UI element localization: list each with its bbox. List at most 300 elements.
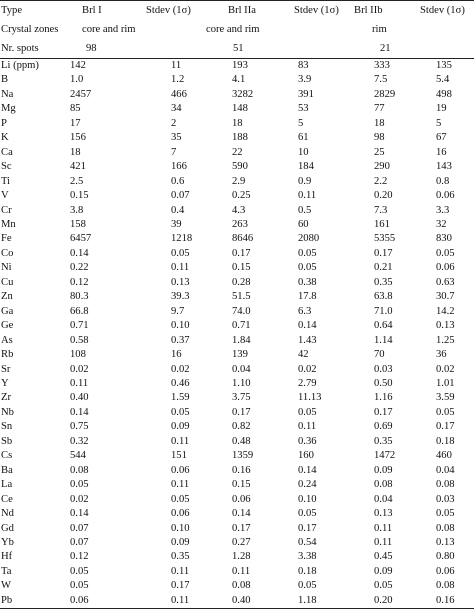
stdev3-value: 1.25 — [436, 334, 455, 346]
brl1-value: 0.02 — [70, 493, 89, 505]
stdev1-value: 0.09 — [171, 421, 190, 433]
stdev1-value: 9.7 — [171, 305, 185, 317]
stdev3-value: 1.01 — [436, 377, 455, 389]
brl2a-value: 22 — [232, 146, 243, 158]
table-row — [0, 305, 474, 319]
brl1-value: 0.07 — [70, 522, 89, 534]
table-row — [0, 363, 474, 377]
element-label: Ce — [1, 493, 13, 505]
spots-label: Nr. spots — [0, 39, 60, 59]
stdev1-value: 151 — [171, 450, 187, 462]
table-row — [0, 59, 474, 74]
brl2b-value: 0.04 — [374, 493, 393, 505]
brl2b-value: 0.09 — [374, 565, 393, 577]
stdev3-value: 0.05 — [436, 508, 455, 520]
element-label: B — [1, 74, 9, 86]
stdev1-value: 0.35 — [171, 551, 190, 563]
element-label: Rb — [1, 349, 14, 361]
stdev2-value: 160 — [298, 450, 314, 462]
brl2a-value: 0.15 — [232, 262, 251, 274]
table-row — [0, 377, 474, 391]
brl1-value: 0.12 — [70, 551, 89, 563]
stdev2-value: 6.3 — [298, 305, 312, 317]
stdev1-value: 466 — [171, 88, 187, 100]
stdev2-value: 0.05 — [298, 247, 317, 259]
stdev3-value: 5 — [436, 117, 442, 129]
element-label: Gd — [1, 522, 14, 534]
type-label: Type — [0, 1, 60, 21]
element-label: Nb — [1, 406, 14, 418]
stdev2-value: 61 — [298, 132, 309, 144]
stdev2-heading: Stdev (1σ) — [282, 1, 344, 21]
brl2a-value: 3282 — [232, 88, 254, 100]
brl2a-value: 1359 — [232, 450, 254, 462]
brl1-value: 544 — [70, 450, 86, 462]
stdev2-value: 1.18 — [282, 594, 344, 609]
stdev3-value: 0.08 — [436, 580, 455, 592]
stdev3-value: 3.3 — [436, 204, 450, 216]
stdev1-value: 0.06 — [171, 464, 190, 476]
brl2a-value: 193 — [232, 60, 248, 71]
stdev3-value: 143 — [436, 161, 452, 173]
brl1-value: 156 — [70, 132, 86, 144]
element-label: W — [1, 580, 11, 592]
brl2a-value: 148 — [232, 103, 248, 115]
element-label: Ni — [1, 262, 12, 274]
brl1-value: 0.08 — [70, 464, 89, 476]
stdev2-value: 0.05 — [298, 580, 317, 592]
brl2a-value: 3.75 — [232, 392, 251, 404]
table-row — [0, 550, 474, 564]
stdev1-value: 0.05 — [171, 247, 190, 259]
element-label: Ta — [1, 565, 12, 577]
brl2a-value: 8646 — [232, 233, 254, 245]
brl2a-spots: 51 — [200, 39, 282, 59]
stdev2-value: 1.43 — [298, 334, 317, 346]
stdev3-value: 0.13 — [436, 320, 455, 332]
stdev2-value: 391 — [298, 88, 314, 100]
element-label: Cs — [1, 450, 13, 462]
brl2a-value: 0.06 — [232, 493, 251, 505]
table-row — [0, 319, 474, 333]
brl2b-heading: Brl IIb — [344, 1, 410, 21]
stdev3-value: 0.17 — [436, 421, 455, 433]
stdev1-value: 2 — [171, 117, 177, 129]
element-label: Cr — [1, 204, 12, 216]
brl2b-value: 77 — [374, 103, 385, 115]
brl1-value: 0.14 — [70, 508, 89, 520]
stdev3-value: 830 — [436, 233, 452, 245]
stdev3-value: 498 — [436, 88, 452, 100]
stdev2-value: 60 — [298, 218, 309, 230]
brl2a-value: 0.17 — [232, 522, 251, 534]
stdev2-value: 0.17 — [298, 522, 317, 534]
stdev2-value: 0.5 — [298, 204, 312, 216]
stdev2-value: 0.38 — [298, 276, 317, 288]
stdev1-value: 1.59 — [171, 392, 190, 404]
brl1-value: 0.11 — [70, 377, 89, 389]
brl1-value: 0.58 — [70, 334, 89, 346]
stdev2-value: 2080 — [298, 233, 320, 245]
brl2b-value: 0.20 — [344, 594, 410, 609]
table-row — [0, 175, 474, 189]
stdev3-value: 3.59 — [436, 392, 455, 404]
element-label: Sn — [1, 421, 13, 433]
stdev2-value: 0.05 — [298, 508, 317, 520]
brl1-value: 0.22 — [70, 262, 89, 274]
stdev2-zone-blank — [282, 20, 344, 39]
brl2b-value: 1472 — [374, 450, 396, 462]
brl2b-value: 7.3 — [374, 204, 388, 216]
table-row — [0, 73, 474, 87]
table-row — [0, 391, 474, 405]
stdev3-heading: Stdev (1σ) — [410, 1, 474, 21]
stdev1-value: 11 — [171, 60, 182, 71]
table-row — [0, 334, 474, 348]
stdev2-value: 83 — [298, 60, 309, 71]
brl2b-value: 0.21 — [374, 262, 393, 274]
table-row — [0, 102, 474, 116]
table-row — [0, 261, 474, 275]
stdev2-value: 42 — [298, 349, 309, 361]
brl2b-value: 18 — [374, 117, 385, 129]
brl1-value: 0.07 — [70, 536, 89, 548]
element-label: Mn — [1, 218, 16, 230]
brl1-value: 2.5 — [70, 175, 84, 187]
brl2a-value: 0.14 — [232, 508, 251, 520]
element-label: Y — [1, 377, 9, 389]
table-row — [0, 522, 474, 536]
brl1-value: 0.05 — [70, 580, 89, 592]
brl1-value: 0.05 — [70, 479, 89, 491]
stdev1-value: 0.09 — [171, 536, 190, 548]
brl2a-value: 0.17 — [232, 406, 251, 418]
stdev2-value: 2.79 — [298, 377, 317, 389]
brl1-value: 0.05 — [70, 565, 89, 577]
brl2a-value: 0.48 — [232, 435, 251, 447]
brl1-value: 0.02 — [70, 363, 89, 375]
brl2b-value: 0.35 — [374, 276, 393, 288]
stdev1-value: 0.17 — [171, 580, 190, 592]
stdev3-value: 0.02 — [436, 363, 455, 375]
table-row — [0, 117, 474, 131]
table-row — [0, 232, 474, 246]
stdev3-value: 0.04 — [436, 464, 455, 476]
stdev3-value: 0.05 — [436, 247, 455, 259]
stdev2-value: 0.02 — [298, 363, 317, 375]
element-label: Hf — [1, 551, 13, 563]
brl1-value: 0.71 — [70, 320, 89, 332]
stdev3-value: 0.8 — [436, 175, 450, 187]
brl2a-value: 0.17 — [232, 247, 251, 259]
stdev2-spots-blank — [282, 39, 344, 59]
brl1-value: 0.12 — [70, 276, 89, 288]
element-label: Ba — [1, 464, 13, 476]
header-row-spots — [0, 39, 474, 59]
stdev3-value: 16 — [436, 146, 447, 158]
stdev1-value: 0.07 — [171, 190, 190, 202]
element-label: Sc — [1, 161, 12, 173]
brl2b-value: 2.2 — [374, 175, 388, 187]
stdev3-spots-blank — [410, 39, 474, 59]
brl2b-value: 0.09 — [374, 464, 393, 476]
brl2b-value: 0.50 — [374, 377, 393, 389]
brl1-value: 0.14 — [70, 406, 89, 418]
stdev2-value: 0.10 — [298, 493, 317, 505]
stdev1-zone-blank — [140, 20, 200, 39]
element-label: Pb — [0, 594, 60, 609]
brl1-value: 66.8 — [70, 305, 89, 317]
brl2b-value: 71.0 — [374, 305, 393, 317]
stdev3-value: 36 — [436, 349, 447, 361]
stdev1-value: 1.2 — [171, 74, 185, 86]
stdev3-value: 19 — [436, 103, 447, 115]
stdev1-value: 0.05 — [171, 406, 190, 418]
brl2b-zone: rim — [372, 24, 387, 35]
brl2b-value: 70 — [374, 349, 385, 361]
brl2b-value: 161 — [374, 218, 390, 230]
brl2a-value: 4.1 — [232, 74, 246, 86]
stdev1-value: 166 — [171, 161, 187, 173]
brl2a-value: 0.28 — [232, 276, 251, 288]
brl2a-value: 0.11 — [232, 565, 251, 577]
brl1-spots: 98 — [60, 39, 140, 59]
brl1-value: 0.40 — [70, 392, 89, 404]
stdev3-value: 0.05 — [436, 406, 455, 418]
element-label: Nd — [1, 508, 14, 520]
brl1-zone: core and rim — [82, 24, 136, 35]
brl1-value: 0.15 — [70, 190, 89, 202]
brl2a-value: 51.5 — [232, 291, 251, 303]
stdev1-value: 7 — [171, 146, 177, 158]
stdev2-value: 0.05 — [298, 406, 317, 418]
stdev1-value: 39 — [171, 218, 182, 230]
stdev2-value: 11.13 — [298, 392, 322, 404]
brl2a-value: 2.9 — [232, 175, 246, 187]
table-row — [0, 247, 474, 261]
brl2b-value: 1.16 — [374, 392, 393, 404]
stdev1-value: 0.37 — [171, 334, 190, 346]
stdev2-value: 0.36 — [298, 435, 317, 447]
brl1-value: 18 — [70, 146, 81, 158]
table-row — [0, 579, 474, 593]
brl2b-value: 0.11 — [374, 536, 393, 548]
brl2b-value: 5355 — [374, 233, 396, 245]
table-row — [0, 406, 474, 420]
brl2a-value: 0.08 — [232, 580, 251, 592]
brl2b-value: 2829 — [374, 88, 396, 100]
table-row — [0, 536, 474, 550]
brl2a-value: 1.84 — [232, 334, 251, 346]
brl1-value: 1.0 — [70, 74, 84, 86]
stdev3-value: 32 — [436, 218, 447, 230]
stdev3-value: 0.03 — [436, 493, 455, 505]
brl2b-value: 0.35 — [374, 435, 393, 447]
stdev3-value: 460 — [436, 450, 452, 462]
table-body — [0, 59, 474, 609]
stdev3-value: 0.18 — [436, 435, 455, 447]
table-row — [0, 204, 474, 218]
brl2b-value: 0.17 — [374, 247, 393, 259]
table-row — [0, 290, 474, 304]
stdev2-value: 10 — [298, 146, 309, 158]
table-row — [0, 464, 474, 478]
brl2b-value: 0.64 — [374, 320, 393, 332]
stdev1-value: 0.13 — [171, 276, 190, 288]
stdev1-value: 0.4 — [171, 204, 185, 216]
element-label: Ga — [1, 305, 14, 317]
brl2b-value: 0.11 — [374, 522, 393, 534]
element-label: K — [1, 132, 9, 144]
element-label: La — [1, 479, 13, 491]
stdev2-value: 0.11 — [298, 421, 317, 433]
brl1-value: 0.32 — [70, 435, 89, 447]
table-row — [0, 507, 474, 521]
stdev1-value: 0.11 — [140, 594, 200, 609]
stdev2-value: 0.24 — [298, 479, 317, 491]
table-row — [0, 420, 474, 434]
stdev2-value: 0.14 — [298, 320, 317, 332]
stdev1-value: 0.10 — [171, 320, 190, 332]
element-label: P — [1, 117, 7, 129]
stdev2-value: 0.11 — [298, 190, 317, 202]
element-label: Ge — [1, 320, 14, 332]
element-label: Sr — [1, 363, 11, 375]
stdev3-value: 0.80 — [436, 551, 455, 563]
brl1-value: 85 — [70, 103, 81, 115]
element-label: Ti — [1, 175, 11, 187]
brl2b-value: 0.45 — [374, 551, 393, 563]
stdev1-value: 16 — [171, 349, 182, 361]
table-row — [0, 88, 474, 102]
stdev1-value: 0.11 — [171, 565, 190, 577]
brl2b-value: 333 — [374, 60, 390, 71]
element-label: Cu — [1, 276, 14, 288]
element-label: Zr — [1, 392, 11, 404]
stdev2-value: 0.54 — [298, 536, 317, 548]
stdev1-value: 0.06 — [171, 508, 190, 520]
element-label: Co — [1, 247, 14, 259]
stdev1-value: 34 — [171, 103, 182, 115]
table-row — [0, 594, 474, 609]
stdev3-value: 0.06 — [436, 190, 455, 202]
brl1-value: 108 — [70, 349, 86, 361]
brl1-value: 142 — [70, 60, 86, 71]
brl2a-value: 4.3 — [232, 204, 246, 216]
brl2b-value: 0.17 — [374, 406, 393, 418]
brl2a-value: 1.10 — [232, 377, 251, 389]
stdev2-value: 0.9 — [298, 175, 312, 187]
brl2a-value: 0.16 — [232, 464, 251, 476]
table-row — [0, 493, 474, 507]
brl2a-value: 0.04 — [232, 363, 251, 375]
stdev3-value: 0.13 — [436, 536, 455, 548]
stdev3-value: 5.4 — [436, 74, 450, 86]
brl1-value: 6457 — [70, 233, 92, 245]
stdev2-value: 17.8 — [298, 291, 317, 303]
stdev1-value: 0.46 — [171, 377, 190, 389]
stdev2-value: 3.38 — [298, 551, 317, 563]
brl1-value: 0.06 — [60, 594, 140, 609]
brl2a-value: 0.71 — [232, 320, 251, 332]
stdev3-value: 67 — [436, 132, 447, 144]
zones-label: Crystal zones — [1, 24, 59, 35]
element-label: Fe — [1, 233, 12, 245]
brl2b-value: 0.20 — [374, 190, 393, 202]
brl2a-value: 1.28 — [232, 551, 251, 563]
element-label: Mg — [1, 103, 16, 115]
brl2a-zone: core and rim — [206, 24, 260, 35]
table-row — [0, 435, 474, 449]
brl2a-value: 18 — [232, 117, 243, 129]
brl1-value: 17 — [70, 117, 81, 129]
table-row — [0, 565, 474, 579]
brl2b-value: 0.05 — [374, 580, 393, 592]
header-row-zones — [0, 20, 474, 39]
stdev3-value: 135 — [436, 60, 452, 71]
brl2a-value: 263 — [232, 218, 248, 230]
stdev1-value: 35 — [171, 132, 182, 144]
brl2a-value: 0.15 — [232, 479, 251, 491]
stdev3-value: 0.08 — [436, 522, 455, 534]
header-row-type — [0, 1, 474, 21]
brl2a-value: 139 — [232, 349, 248, 361]
element-label: As — [1, 334, 13, 346]
brl2b-value: 0.13 — [374, 508, 393, 520]
stdev1-spots-blank — [140, 39, 200, 59]
table-row — [0, 146, 474, 160]
element-label: Ca — [1, 146, 13, 158]
brl2a-value: 0.27 — [232, 536, 251, 548]
stdev1-value: 0.05 — [171, 493, 190, 505]
stdev2-value: 0.05 — [298, 262, 317, 274]
table-row — [0, 131, 474, 145]
table-row — [0, 160, 474, 174]
stdev1-value: 0.11 — [171, 262, 190, 274]
table-row — [0, 189, 474, 203]
brl1-value: 80.3 — [70, 291, 89, 303]
element-label: Zn — [1, 291, 13, 303]
stdev3-value: 0.08 — [436, 479, 455, 491]
brl1-value: 158 — [70, 218, 86, 230]
element-label: Li (ppm) — [1, 60, 39, 71]
brl2a-value: 0.40 — [200, 594, 282, 609]
stdev1-value: 0.6 — [171, 175, 185, 187]
element-label: Yb — [1, 536, 14, 548]
brl1-value: 0.75 — [70, 421, 89, 433]
stdev3-value: 30.7 — [436, 291, 455, 303]
brl2a-heading: Brl IIa — [200, 1, 282, 21]
brl2b-value: 63.8 — [374, 291, 393, 303]
brl2a-value: 0.82 — [232, 421, 251, 433]
stdev3-value: 0.06 — [436, 565, 455, 577]
stdev1-value: 0.02 — [171, 363, 190, 375]
brl2a-value: 0.25 — [232, 190, 251, 202]
stdev1-value: 0.11 — [171, 479, 190, 491]
table-row — [0, 478, 474, 492]
brl2a-value: 74.0 — [232, 305, 251, 317]
brl1-value: 0.14 — [70, 247, 89, 259]
brl2a-value: 590 — [232, 161, 248, 173]
stdev2-value: 0.18 — [298, 565, 317, 577]
table-row — [0, 218, 474, 232]
table-row — [0, 449, 474, 463]
stdev2-value: 184 — [298, 161, 314, 173]
table-row — [0, 348, 474, 362]
stdev3-zone-blank — [410, 20, 474, 39]
stdev3-value: 0.06 — [436, 262, 455, 274]
stdev1-value: 1218 — [171, 233, 193, 245]
